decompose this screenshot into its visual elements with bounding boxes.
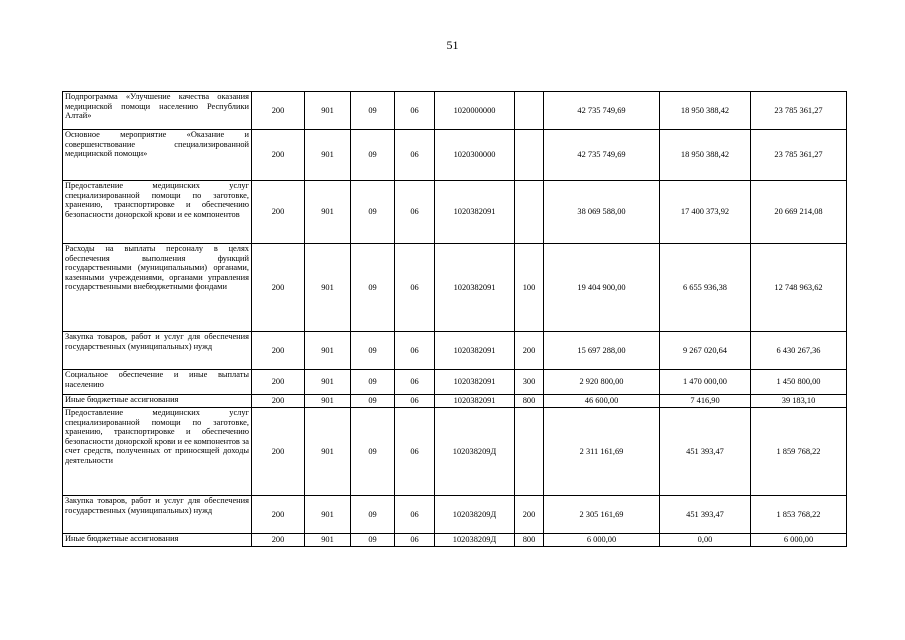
expense-type-code: 800 [515, 534, 544, 547]
table-row [63, 370, 847, 395]
expense-type-code: 800 [515, 395, 544, 408]
amount-executed: 451 393,47 [660, 408, 751, 496]
subchapter-code: 06 [395, 244, 435, 332]
target-article-code: 1020382091 [435, 244, 515, 332]
target-article-code: 102038209Д [435, 408, 515, 496]
ministry-code: 901 [305, 244, 351, 332]
subchapter-code: 06 [395, 408, 435, 496]
target-article-code: 1020000000 [435, 92, 515, 130]
chapter-code: 09 [351, 92, 395, 130]
target-article-code: 102038209Д [435, 534, 515, 547]
amount-executed: 6 655 936,38 [660, 244, 751, 332]
table-row [63, 332, 847, 370]
ministry-code: 901 [305, 408, 351, 496]
amount-remaining: 1 859 768,22 [751, 408, 847, 496]
chapter-code: 09 [351, 370, 395, 395]
amount-plan: 2 311 161,69 [544, 408, 660, 496]
chapter-code: 09 [351, 534, 395, 547]
chapter-code: 09 [351, 244, 395, 332]
section-code: 200 [252, 534, 305, 547]
ministry-code: 901 [305, 92, 351, 130]
expense-type-code [515, 408, 544, 496]
row-description: Расходы на выплаты персоналу в целях обеспечения выполнения функций государственными (муниципальными) органами, казенными учреждениями, органами управления государственными внебюджетными фондами [63, 244, 252, 332]
target-article-code: 1020382091 [435, 395, 515, 408]
section-code: 200 [252, 92, 305, 130]
amount-remaining: 23 785 361,27 [751, 130, 847, 181]
chapter-code: 09 [351, 408, 395, 496]
amount-remaining: 12 748 963,62 [751, 244, 847, 332]
row-description: Иные бюджетные ассигнования [63, 395, 252, 408]
ministry-code: 901 [305, 496, 351, 534]
amount-executed: 1 470 000,00 [660, 370, 751, 395]
expense-type-code [515, 181, 544, 244]
amount-executed: 7 416,90 [660, 395, 751, 408]
subchapter-code: 06 [395, 395, 435, 408]
ministry-code: 901 [305, 181, 351, 244]
target-article-code: 1020300000 [435, 130, 515, 181]
amount-executed: 9 267 020,64 [660, 332, 751, 370]
section-code: 200 [252, 332, 305, 370]
target-article-code: 1020382091 [435, 332, 515, 370]
section-code: 200 [252, 130, 305, 181]
table-row [63, 395, 847, 408]
row-description: Социальное обеспечение и иные выплаты населению [63, 370, 252, 395]
target-article-code: 1020382091 [435, 370, 515, 395]
amount-executed: 18 950 388,42 [660, 130, 751, 181]
expense-type-code: 100 [515, 244, 544, 332]
amount-remaining: 6 000,00 [751, 534, 847, 547]
chapter-code: 09 [351, 395, 395, 408]
target-article-code: 102038209Д [435, 496, 515, 534]
amount-remaining: 1 853 768,22 [751, 496, 847, 534]
chapter-code: 09 [351, 181, 395, 244]
row-description: Закупка товаров, работ и услуг для обеспечения государственных (муниципальных) нужд [63, 332, 252, 370]
amount-executed: 0,00 [660, 534, 751, 547]
section-code: 200 [252, 181, 305, 244]
amount-remaining: 6 430 267,36 [751, 332, 847, 370]
table-row [63, 408, 847, 496]
amount-plan: 15 697 288,00 [544, 332, 660, 370]
amount-plan: 6 000,00 [544, 534, 660, 547]
row-description: Закупка товаров, работ и услуг для обеспечения государственных (муниципальных) нужд [63, 496, 252, 534]
table-row [63, 181, 847, 244]
amount-plan: 2 305 161,69 [544, 496, 660, 534]
chapter-code: 09 [351, 130, 395, 181]
table-row [63, 496, 847, 534]
table-row [63, 130, 847, 181]
amount-executed: 17 400 373,92 [660, 181, 751, 244]
row-description: Предоставление медицинских услуг специализированной помощи по заготовке, хранению, транспортировке и обеспечению безопасности донорской крови и ее компонентов [63, 181, 252, 244]
row-description: Подпрограмма «Улучшение качества оказания медицинской помощи населению Республики Алтай» [63, 92, 252, 130]
amount-remaining: 1 450 800,00 [751, 370, 847, 395]
row-description: Предоставление медицинских услуг специализированной помощи по заготовке, хранению, транспортировке и обеспечению безопасности донорской крови и ее компонентов за счет средств, полученных от приносящей доходы деятельности [63, 408, 252, 496]
amount-plan: 42 735 749,69 [544, 130, 660, 181]
section-code: 200 [252, 370, 305, 395]
expense-type-code: 200 [515, 496, 544, 534]
section-code: 200 [252, 408, 305, 496]
expense-type-code [515, 130, 544, 181]
amount-plan: 38 069 588,00 [544, 181, 660, 244]
amount-remaining: 39 183,10 [751, 395, 847, 408]
expense-type-code: 300 [515, 370, 544, 395]
expense-type-code: 200 [515, 332, 544, 370]
target-article-code: 1020382091 [435, 181, 515, 244]
ministry-code: 901 [305, 395, 351, 408]
ministry-code: 901 [305, 332, 351, 370]
table-body [63, 92, 847, 547]
ministry-code: 901 [305, 534, 351, 547]
subchapter-code: 06 [395, 130, 435, 181]
table-row [63, 244, 847, 332]
amount-plan: 46 600,00 [544, 395, 660, 408]
row-description: Иные бюджетные ассигнования [63, 534, 252, 547]
amount-plan: 19 404 900,00 [544, 244, 660, 332]
chapter-code: 09 [351, 332, 395, 370]
table-row [63, 92, 847, 130]
table-row [63, 534, 847, 547]
budget-table [62, 91, 847, 547]
section-code: 200 [252, 496, 305, 534]
chapter-code: 09 [351, 496, 395, 534]
subchapter-code: 06 [395, 496, 435, 534]
subchapter-code: 06 [395, 370, 435, 395]
ministry-code: 901 [305, 370, 351, 395]
row-description: Основное мероприятие «Оказание и совершенствование специализированной медицинской помощи» [63, 130, 252, 181]
amount-remaining: 20 669 214,08 [751, 181, 847, 244]
amount-remaining: 23 785 361,27 [751, 92, 847, 130]
subchapter-code: 06 [395, 332, 435, 370]
ministry-code: 901 [305, 130, 351, 181]
subchapter-code: 06 [395, 181, 435, 244]
page-number: 51 [446, 38, 459, 52]
subchapter-code: 06 [395, 534, 435, 547]
section-code: 200 [252, 244, 305, 332]
amount-executed: 18 950 388,42 [660, 92, 751, 130]
subchapter-code: 06 [395, 92, 435, 130]
amount-plan: 2 920 800,00 [544, 370, 660, 395]
expense-type-code [515, 92, 544, 130]
amount-executed: 451 393,47 [660, 496, 751, 534]
amount-plan: 42 735 749,69 [544, 92, 660, 130]
section-code: 200 [252, 395, 305, 408]
